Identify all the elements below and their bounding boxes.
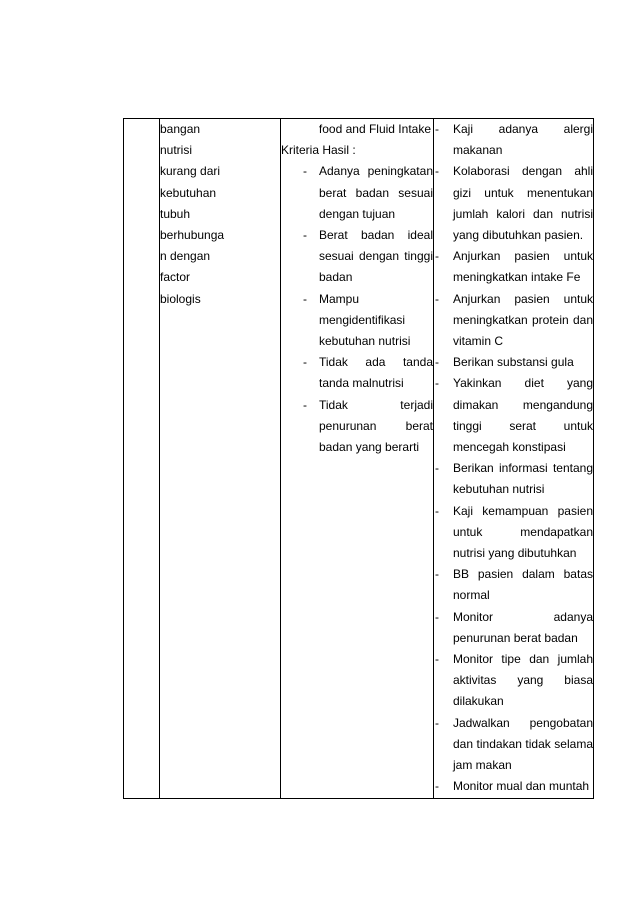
nursing-care-plan-table <box>123 118 594 799</box>
number-cell <box>124 119 160 799</box>
intervention-item: - Monitor mual dan muntah <box>434 776 593 797</box>
intervention-item: - Monitor tipe dan jumlah aktivitas yang biasa dilakukan <box>434 649 593 713</box>
table-row <box>124 119 594 799</box>
criteria-list <box>281 161 433 458</box>
diagnosis-cell <box>160 119 281 799</box>
diagnosis-line: nutrisi <box>160 143 193 158</box>
intervention-item: - Berikan substansi gula <box>434 352 593 373</box>
intervention-item: - Kaji kemampuan pasien untuk mendapatkan nutrisi yang dibutuhkan <box>434 501 593 565</box>
intervention-item: - Monitor adanya penurunan berat badan <box>434 607 593 649</box>
criteria-item: - Tidak ada tanda tanda malnutrisi <box>281 352 433 394</box>
intervention-item: - Yakinkan diet yang dimakan mengandung tinggi serat untuk mencegah konstipasi <box>434 373 593 458</box>
diagnosis-line: biologis <box>160 291 201 306</box>
criteria-intro-line: food and Fluid Intake <box>318 122 431 136</box>
criteria-heading: Kriteria Hasil : <box>281 143 356 158</box>
intervention-item: - Kaji adanya alergi makanan <box>434 119 593 161</box>
criteria-item: - Mampu mengidentifikasi kebutuhan nutrisi <box>281 289 433 353</box>
intervention-item: - Anjurkan pasien untuk meningkatkan protein dan vitamin C <box>434 289 593 353</box>
criteria-item: - Adanya peningkatan berat badan sesuai dengan tujuan <box>281 161 433 225</box>
diagnosis-line: kebutuhan <box>160 185 217 200</box>
intervention-item: - Kolaborasi dengan ahli gizi untuk menentukan jumlah kalori dan nutrisi yang dibutuhkan pasien. <box>434 161 593 246</box>
diagnosis-line: tubuh <box>160 206 191 221</box>
intervention-item: - BB pasien dalam batas normal <box>434 564 593 606</box>
diagnosis-line: kurang dari <box>160 164 221 179</box>
diagnosis-line: factor <box>160 270 191 285</box>
outcome-criteria-cell <box>281 119 434 799</box>
interventions-cell <box>434 119 594 799</box>
intervention-item: - Jadwalkan pengobatan dan tindakan tidak selama jam makan <box>434 713 593 777</box>
intervention-item: - Berikan informasi tentang kebutuhan nutrisi <box>434 458 593 500</box>
intervention-item: - Anjurkan pasien untuk meningkatkan intake Fe <box>434 246 593 288</box>
interventions-list <box>434 119 593 798</box>
criteria-item: - Berat badan ideal sesuai dengan tinggi badan <box>281 225 433 289</box>
diagnosis-line: n dengan <box>160 249 211 264</box>
criteria-item: - Tidak terjadi penurunan berat badan yang berarti <box>281 395 433 459</box>
diagnosis-line: berhubunga <box>160 228 225 243</box>
diagnosis-line: bangan <box>160 122 201 136</box>
